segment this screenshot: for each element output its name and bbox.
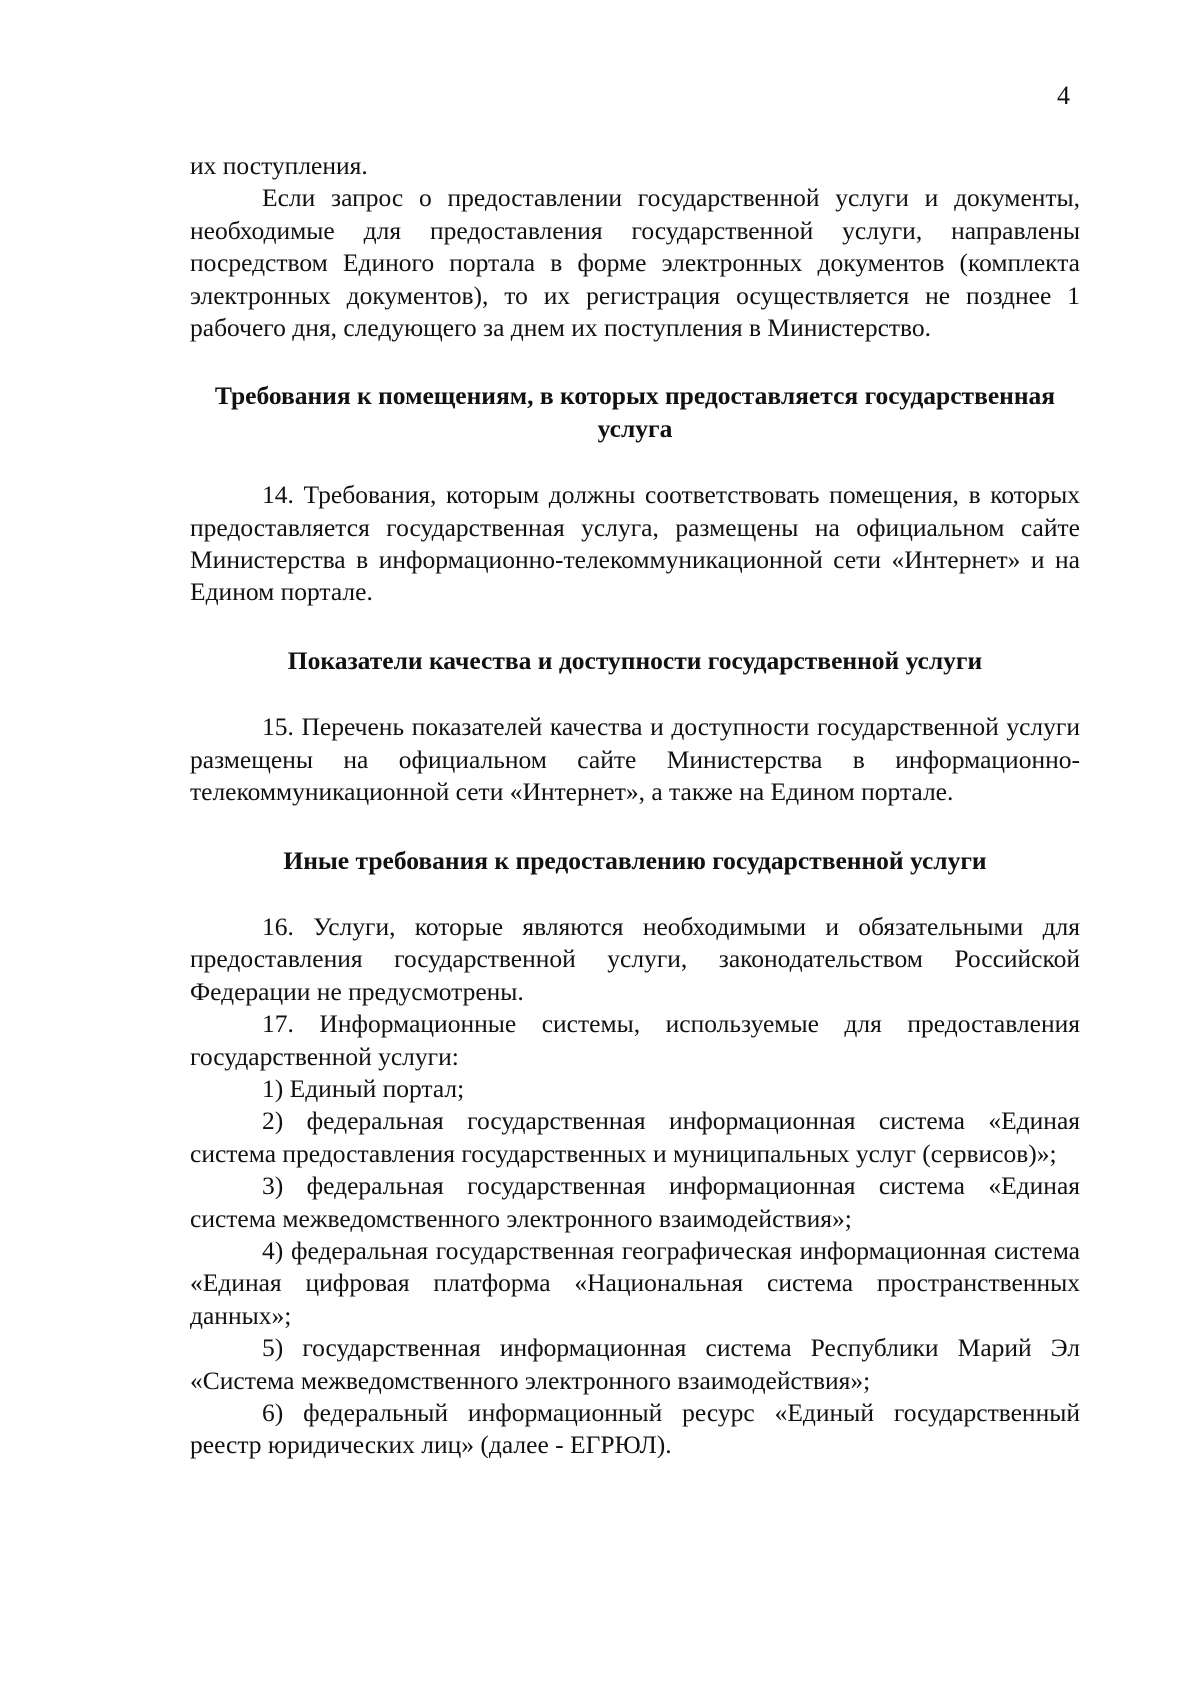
spacer [190, 445, 1080, 479]
spacer [190, 677, 1080, 711]
list-item-6: 6) федеральный информационный ресурс «Единый государственный реестр юридических лиц» (далее - ЕГРЮЛ). [190, 1398, 1080, 1460]
paragraph-14: 14. Требования, которым должны соответствовать помещения, в которых предоставляется государственная услуга, размещены на официальном сайте Министерства в информационно-телекоммуникационной сети «Интернет» и на Едином портале. [190, 480, 1080, 607]
spacer [190, 877, 1080, 911]
list-item-1: 1) Единый портал; [262, 1073, 465, 1103]
document-body [190, 150, 1080, 1462]
spacer [190, 809, 1080, 845]
spacer [190, 609, 1080, 645]
page-number: 4 [1057, 81, 1070, 110]
paragraph-15: 15. Перечень показателей качества и доступности государственной услуги размещены на официальном сайте Министерства в информационно-телекоммуникационной сети «Интернет», а также на Едином портале. [190, 712, 1080, 807]
list-item-2: 2) федеральная государственная информационная система «Единая система предоставления государственных и муниципальных услуг (сервисов)»; [190, 1106, 1080, 1168]
list-item-3: 3) федеральная государственная информационная система «Единая система межведомственного электронного взаимодействия»; [190, 1171, 1080, 1233]
paragraph-continuation: их поступления. [190, 151, 368, 180]
paragraph-17: 17. Информационные системы, используемые для предоставления государственной услуги: [190, 1009, 1080, 1071]
list-item-5: 5) государственная информационная система Республики Марий Эл «Система межведомственного электронного взаимодействия»; [190, 1333, 1080, 1395]
paragraph-16: 16. Услуги, которые являются необходимыми и обязательными для предоставления государственной услуги, законодательством Российской Федерации не предусмотрены. [190, 911, 1080, 1006]
list-item-4: 4) федеральная государственная географическая информационная система «Единая цифровая платформа «Национальная система пространственных данных»; [190, 1235, 1080, 1330]
spacer [190, 344, 1080, 380]
paragraph-request-registration: Если запрос о предоставлении государственной услуги и документы, необходимые для предоставления государственной услуги, направлены посредством Единого портала в форме электронных документов (комплекта электронных документов), то их регистрация осуществляется не позднее 1 рабочего дня, следующего за днем их поступления в Министерство. [190, 183, 1080, 343]
section-heading-quality: Показатели качества и доступности государственной услуги [287, 645, 983, 675]
section-heading-premises: Требования к помещениям, в которых предоставляется государственная услуга [214, 381, 1056, 443]
section-heading-other-requirements: Иные требования к предоставлению государственной услуги [283, 845, 987, 875]
